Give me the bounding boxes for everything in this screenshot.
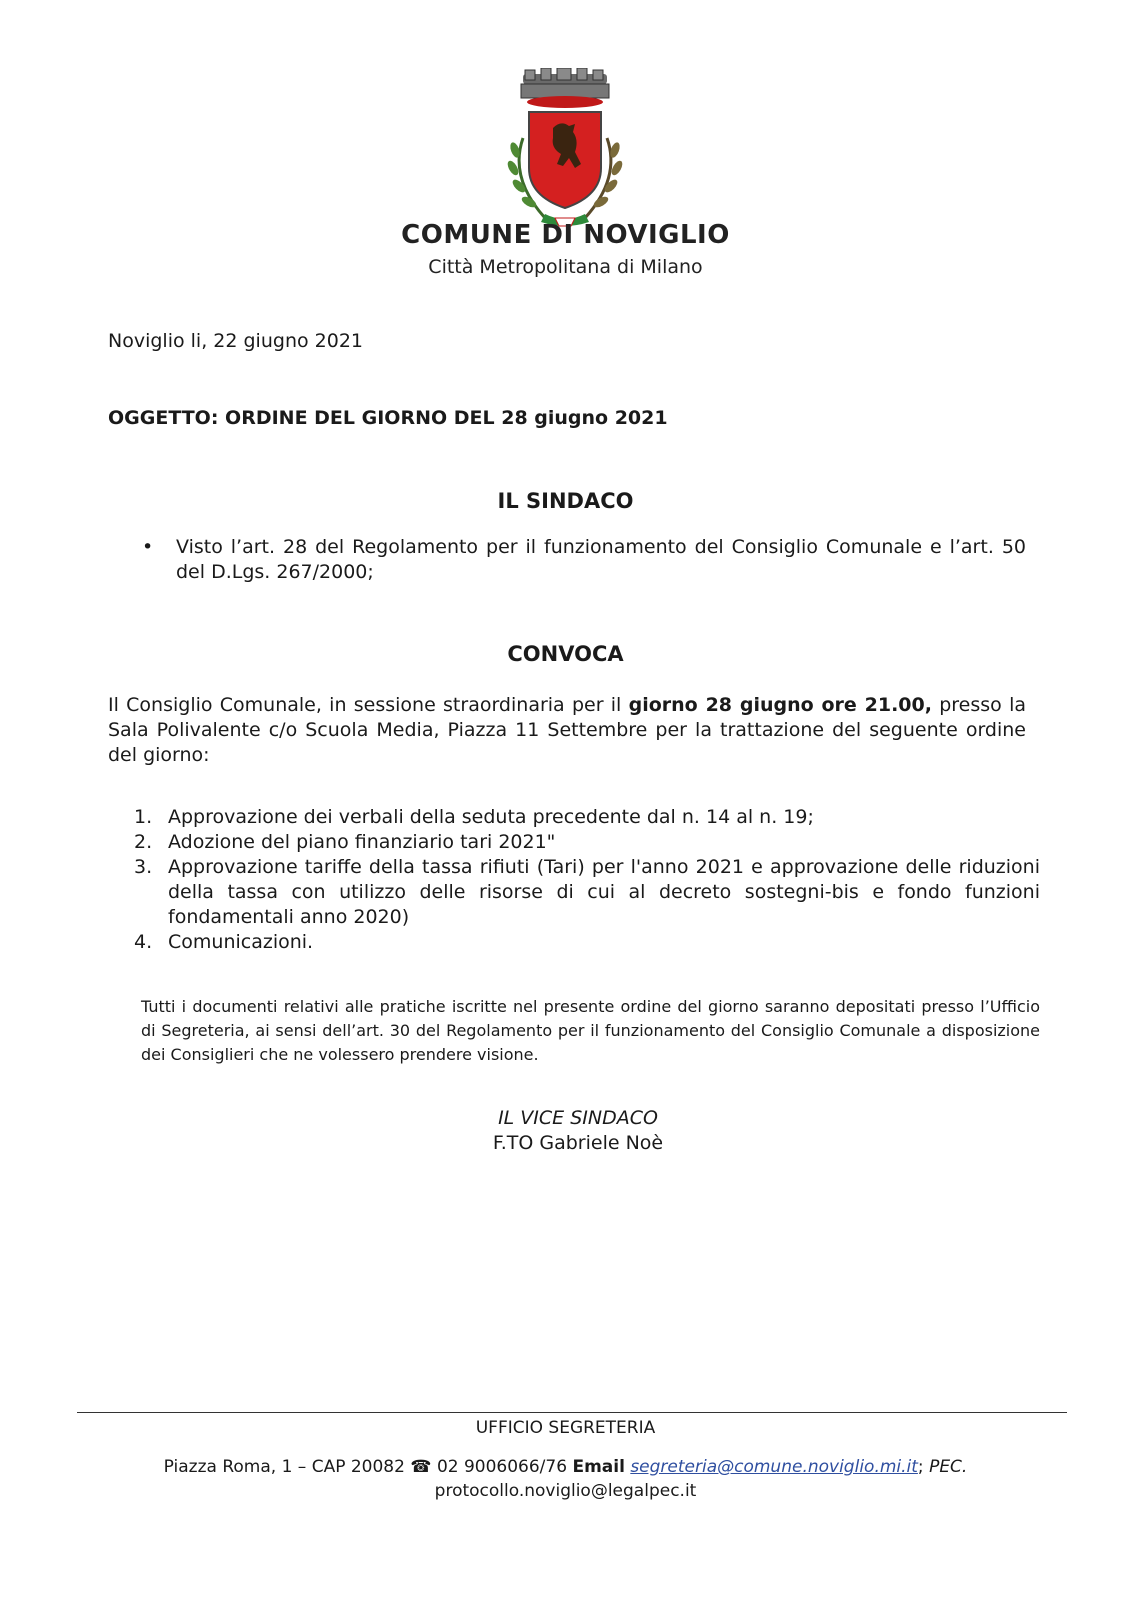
comune-subtitle: Città Metropolitana di Milano xyxy=(428,256,703,278)
footer-email-link[interactable]: segreteria@comune.noviglio.mi.it xyxy=(630,1457,918,1477)
agenda-item-text: Approvazione dei verbali della seduta precedente dal n. 14 al n. 19; xyxy=(168,806,814,828)
agenda-item xyxy=(130,830,1040,855)
signature-name: F.TO Gabriele Noè xyxy=(492,1132,664,1154)
convocation-paragraph xyxy=(108,693,1026,768)
premise-item: • Visto l’art. 28 del Regolamento per il funzionamento del Consiglio Comunale e l’art. 50 del D.Lgs. 267/2000; xyxy=(138,535,1026,585)
date-line: Noviglio li, 22 giugno 2021 xyxy=(108,330,363,352)
agenda-item xyxy=(130,805,1040,830)
footer-pec-label: PEC. xyxy=(929,1457,968,1477)
agenda-item-number: 1. xyxy=(134,806,153,828)
footer-address: Piazza Roma, 1 – CAP 20082 xyxy=(163,1457,405,1477)
agenda-item xyxy=(130,855,1040,930)
footer-separator: ; xyxy=(917,1457,924,1477)
agenda-item-number: 4. xyxy=(134,931,153,953)
footer-divider xyxy=(77,1412,1067,1413)
subject-line: OGGETTO: ORDINE DEL GIORNO DEL 28 giugno 2021 xyxy=(108,407,668,429)
footer-email-label: Email xyxy=(572,1457,625,1477)
agenda-item xyxy=(130,930,1040,955)
convocation-rest: presso la Sala Polivalente c/o Scuola Media, Piazza 11 Settembre per la trattazione del seguente ordine del giorno: xyxy=(108,694,1026,766)
footer-contacts xyxy=(0,1457,1131,1477)
municipal-crest-icon xyxy=(505,68,625,228)
footer-office: UFFICIO SEGRETERIA xyxy=(475,1418,656,1438)
sindaco-heading: IL SINDACO xyxy=(497,489,634,513)
premise-list xyxy=(138,535,1026,585)
agenda-item-number: 2. xyxy=(134,831,153,853)
comune-name: COMUNE DI NOVIGLIO xyxy=(401,220,730,250)
agenda-item-number: 3. xyxy=(134,856,153,878)
convocation-date-time: giorno 28 giugno ore 21.00, xyxy=(628,694,932,716)
agenda-list xyxy=(130,805,1040,955)
footer-phone: 02 9006066/76 xyxy=(436,1457,568,1477)
agenda-item-text: Adozione del piano finanziario tari 2021" xyxy=(168,831,556,853)
footer-pec-address: protocollo.noviglio@legalpec.it xyxy=(434,1481,697,1501)
agenda-item-text: Approvazione tariffe della tassa rifiuti (Tari) per l'anno 2021 e approvazione delle riduzioni della tassa con utilizzo delle risorse di cui al decreto sostegni-bis e fondo funzioni fondamentali anno 2020) xyxy=(168,856,1040,928)
agenda-item-text: Comunicazioni. xyxy=(168,931,314,953)
signature-title: IL VICE SINDACO xyxy=(498,1107,658,1129)
convocation-lead: Il Consiglio Comunale, in sessione straordinaria per il xyxy=(108,694,629,716)
documents-note: Tutti i documenti relativi alle pratiche iscritte nel presente ordine del giorno saranno depositati presso l’Ufficio di Segreteria, ai sensi dell’art. 30 del Regolamento per il funzionamento del Consiglio Comunale a disposizione dei Consiglieri che ne volessero prendere visione. xyxy=(141,997,1040,1064)
convoca-heading: CONVOCA xyxy=(507,642,624,666)
telephone-icon: ☎ xyxy=(410,1457,432,1477)
